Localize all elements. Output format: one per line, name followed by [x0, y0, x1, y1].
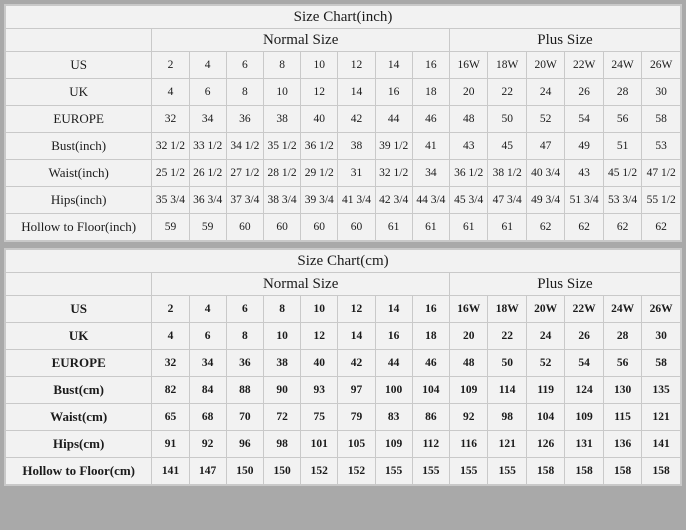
cell: 16 [412, 296, 449, 323]
cell: 116 [449, 431, 487, 458]
cell: 14 [338, 79, 375, 106]
cell: 6 [189, 79, 226, 106]
cell: 131 [565, 431, 603, 458]
table-row [6, 296, 681, 323]
cell: 22 [488, 79, 526, 106]
cell: 109 [375, 431, 412, 458]
row-label: US [6, 52, 152, 79]
cell: 62 [603, 214, 641, 241]
cell: 24W [603, 52, 641, 79]
cell: 88 [226, 377, 263, 404]
cell: 26W [642, 296, 681, 323]
cell: 68 [189, 404, 226, 431]
cell: 104 [526, 404, 564, 431]
cell: 28 [603, 323, 641, 350]
cell: 10 [301, 52, 338, 79]
cell: 105 [338, 431, 375, 458]
cell: 34 [189, 350, 226, 377]
table-title-row [6, 250, 681, 273]
cell: 25 1/2 [152, 160, 189, 187]
cell: 98 [488, 404, 526, 431]
cell: 38 1/2 [488, 160, 526, 187]
cell: 100 [375, 377, 412, 404]
cell: 18 [412, 323, 449, 350]
cell: 34 [412, 160, 449, 187]
cell: 10 [301, 296, 338, 323]
cell: 20 [449, 323, 487, 350]
cell: 32 [152, 350, 189, 377]
cell: 82 [152, 377, 189, 404]
cell: 34 [189, 106, 226, 133]
cell: 136 [603, 431, 641, 458]
row-label: Hollow to Floor(cm) [6, 458, 152, 485]
table-row [6, 187, 681, 214]
cell: 58 [642, 106, 681, 133]
row-label: UK [6, 79, 152, 106]
cell: 22W [565, 296, 603, 323]
cell: 8 [263, 296, 300, 323]
cell: 59 [189, 214, 226, 241]
cell: 8 [226, 79, 263, 106]
cell: 51 [603, 133, 641, 160]
cell: 93 [301, 377, 338, 404]
table-row [6, 214, 681, 241]
cell: 22W [565, 52, 603, 79]
cell: 61 [488, 214, 526, 241]
cell: 147 [189, 458, 226, 485]
size-chart-inch-table [5, 5, 681, 241]
row-label: Waist(cm) [6, 404, 152, 431]
cell: 109 [449, 377, 487, 404]
cell: 97 [338, 377, 375, 404]
cell: 141 [152, 458, 189, 485]
cell: 24 [526, 79, 564, 106]
cell: 96 [226, 431, 263, 458]
cell: 42 [338, 350, 375, 377]
cell: 72 [263, 404, 300, 431]
cell: 92 [449, 404, 487, 431]
cell: 43 [449, 133, 487, 160]
cell: 158 [642, 458, 681, 485]
cell: 14 [338, 323, 375, 350]
cell: 60 [226, 214, 263, 241]
cell: 38 [263, 106, 300, 133]
table-row [6, 404, 681, 431]
cell: 91 [152, 431, 189, 458]
cell: 65 [152, 404, 189, 431]
cell: 92 [189, 431, 226, 458]
row-label: Hollow to Floor(inch) [6, 214, 152, 241]
cell: 62 [642, 214, 681, 241]
cell: 4 [152, 79, 189, 106]
cell: 4 [189, 52, 226, 79]
cell: 152 [338, 458, 375, 485]
cell: 29 1/2 [301, 160, 338, 187]
cell: 18W [488, 52, 526, 79]
cell: 59 [152, 214, 189, 241]
cell: 32 1/2 [375, 160, 412, 187]
cell: 155 [488, 458, 526, 485]
cell: 155 [412, 458, 449, 485]
cell: 40 3/4 [526, 160, 564, 187]
cell: 39 3/4 [301, 187, 338, 214]
cell: 141 [642, 431, 681, 458]
cell: 31 [338, 160, 375, 187]
cell: 60 [263, 214, 300, 241]
cell: 98 [263, 431, 300, 458]
cell: 86 [412, 404, 449, 431]
cell: 45 [488, 133, 526, 160]
cell: 84 [189, 377, 226, 404]
row-label: Hips(cm) [6, 431, 152, 458]
cell: 104 [412, 377, 449, 404]
cell: 62 [565, 214, 603, 241]
cell: 4 [189, 296, 226, 323]
cell: 18 [412, 79, 449, 106]
corner-cell [6, 29, 152, 52]
cell: 90 [263, 377, 300, 404]
cell: 40 [301, 350, 338, 377]
cell: 2 [152, 52, 189, 79]
table-row [6, 106, 681, 133]
table-row [6, 350, 681, 377]
cell: 6 [226, 296, 263, 323]
row-label: US [6, 296, 152, 323]
cell: 56 [603, 350, 641, 377]
cell: 43 [565, 160, 603, 187]
cell: 36 3/4 [189, 187, 226, 214]
cell: 155 [449, 458, 487, 485]
group-header-plus: Plus Size [449, 29, 680, 52]
cell: 38 [338, 133, 375, 160]
cell: 10 [263, 323, 300, 350]
cell: 119 [526, 377, 564, 404]
cell: 79 [338, 404, 375, 431]
cell: 70 [226, 404, 263, 431]
cell: 16W [449, 296, 487, 323]
row-label: EUROPE [6, 106, 152, 133]
cell: 61 [412, 214, 449, 241]
cell: 38 [263, 350, 300, 377]
cell: 40 [301, 106, 338, 133]
cell: 42 [338, 106, 375, 133]
cell: 16W [449, 52, 487, 79]
row-label: UK [6, 323, 152, 350]
cell: 41 [412, 133, 449, 160]
table-row [6, 160, 681, 187]
cell: 12 [338, 52, 375, 79]
cell: 61 [375, 214, 412, 241]
cell: 150 [226, 458, 263, 485]
corner-cell [6, 273, 152, 296]
cell: 47 [526, 133, 564, 160]
cell: 46 [412, 350, 449, 377]
cell: 121 [642, 404, 681, 431]
cell: 8 [263, 52, 300, 79]
cell: 53 3/4 [603, 187, 641, 214]
table-row [6, 79, 681, 106]
cell: 114 [488, 377, 526, 404]
cell: 22 [488, 323, 526, 350]
cell: 60 [338, 214, 375, 241]
cell: 44 3/4 [412, 187, 449, 214]
cell: 20W [526, 296, 564, 323]
cell: 44 [375, 106, 412, 133]
cell: 14 [375, 296, 412, 323]
cell: 18W [488, 296, 526, 323]
cell: 16 [375, 323, 412, 350]
cell: 26W [642, 52, 681, 79]
cell: 8 [226, 323, 263, 350]
size-chart-cm-table [5, 249, 681, 485]
cell: 26 [565, 323, 603, 350]
cell: 37 3/4 [226, 187, 263, 214]
cell: 75 [301, 404, 338, 431]
cell: 58 [642, 350, 681, 377]
cell: 16 [412, 52, 449, 79]
cell: 135 [642, 377, 681, 404]
group-header-plus: Plus Size [449, 273, 680, 296]
cell: 51 3/4 [565, 187, 603, 214]
cell: 152 [301, 458, 338, 485]
table-row [6, 431, 681, 458]
cell: 109 [565, 404, 603, 431]
cell: 50 [488, 350, 526, 377]
cell: 54 [565, 350, 603, 377]
cell: 24W [603, 296, 641, 323]
cell: 36 [226, 106, 263, 133]
cell: 38 3/4 [263, 187, 300, 214]
cell: 42 3/4 [375, 187, 412, 214]
row-label: Waist(inch) [6, 160, 152, 187]
cell: 158 [603, 458, 641, 485]
table-row [6, 52, 681, 79]
cell: 36 1/2 [301, 133, 338, 160]
cell: 24 [526, 323, 564, 350]
cell: 10 [263, 79, 300, 106]
cell: 45 3/4 [449, 187, 487, 214]
cell: 124 [565, 377, 603, 404]
cell: 52 [526, 106, 564, 133]
cell: 112 [412, 431, 449, 458]
cell: 126 [526, 431, 564, 458]
row-label: EUROPE [6, 350, 152, 377]
cell: 44 [375, 350, 412, 377]
cell: 158 [565, 458, 603, 485]
cell: 155 [375, 458, 412, 485]
cell: 12 [338, 296, 375, 323]
table-title-row [6, 6, 681, 29]
row-label: Bust(inch) [6, 133, 152, 160]
cell: 115 [603, 404, 641, 431]
cell: 150 [263, 458, 300, 485]
cell: 28 1/2 [263, 160, 300, 187]
cell: 20 [449, 79, 487, 106]
cell: 55 1/2 [642, 187, 681, 214]
cell: 158 [526, 458, 564, 485]
table-row [6, 323, 681, 350]
table-group-row [6, 29, 681, 52]
cell: 36 [226, 350, 263, 377]
table-row [6, 133, 681, 160]
cell: 36 1/2 [449, 160, 487, 187]
size-chart-inch [4, 4, 682, 242]
size-chart-cm [4, 248, 682, 486]
cell: 121 [488, 431, 526, 458]
cell: 130 [603, 377, 641, 404]
cell: 62 [526, 214, 564, 241]
cell: 26 1/2 [189, 160, 226, 187]
cell: 26 [565, 79, 603, 106]
cell: 54 [565, 106, 603, 133]
cell: 47 1/2 [642, 160, 681, 187]
cell: 6 [226, 52, 263, 79]
row-label: Hips(inch) [6, 187, 152, 214]
group-header-normal: Normal Size [152, 273, 450, 296]
chart-title: Size Chart(inch) [6, 6, 681, 29]
table-row [6, 377, 681, 404]
cell: 53 [642, 133, 681, 160]
cell: 32 [152, 106, 189, 133]
cell: 35 1/2 [263, 133, 300, 160]
cell: 45 1/2 [603, 160, 641, 187]
cell: 48 [449, 106, 487, 133]
cell: 27 1/2 [226, 160, 263, 187]
cell: 6 [189, 323, 226, 350]
cell: 2 [152, 296, 189, 323]
cell: 46 [412, 106, 449, 133]
cell: 49 3/4 [526, 187, 564, 214]
table-row [6, 458, 681, 485]
cell: 33 1/2 [189, 133, 226, 160]
row-label: Bust(cm) [6, 377, 152, 404]
cell: 83 [375, 404, 412, 431]
cell: 16 [375, 79, 412, 106]
cell: 47 3/4 [488, 187, 526, 214]
cell: 50 [488, 106, 526, 133]
cell: 41 3/4 [338, 187, 375, 214]
group-header-normal: Normal Size [152, 29, 450, 52]
cell: 4 [152, 323, 189, 350]
cell: 32 1/2 [152, 133, 189, 160]
cell: 20W [526, 52, 564, 79]
cell: 60 [301, 214, 338, 241]
chart-title: Size Chart(cm) [6, 250, 681, 273]
cell: 56 [603, 106, 641, 133]
cell: 61 [449, 214, 487, 241]
cell: 52 [526, 350, 564, 377]
cell: 35 3/4 [152, 187, 189, 214]
cell: 39 1/2 [375, 133, 412, 160]
cell: 101 [301, 431, 338, 458]
cell: 34 1/2 [226, 133, 263, 160]
cell: 12 [301, 79, 338, 106]
cell: 49 [565, 133, 603, 160]
cell: 30 [642, 323, 681, 350]
cell: 14 [375, 52, 412, 79]
cell: 12 [301, 323, 338, 350]
cell: 30 [642, 79, 681, 106]
table-group-row [6, 273, 681, 296]
cell: 48 [449, 350, 487, 377]
cell: 28 [603, 79, 641, 106]
